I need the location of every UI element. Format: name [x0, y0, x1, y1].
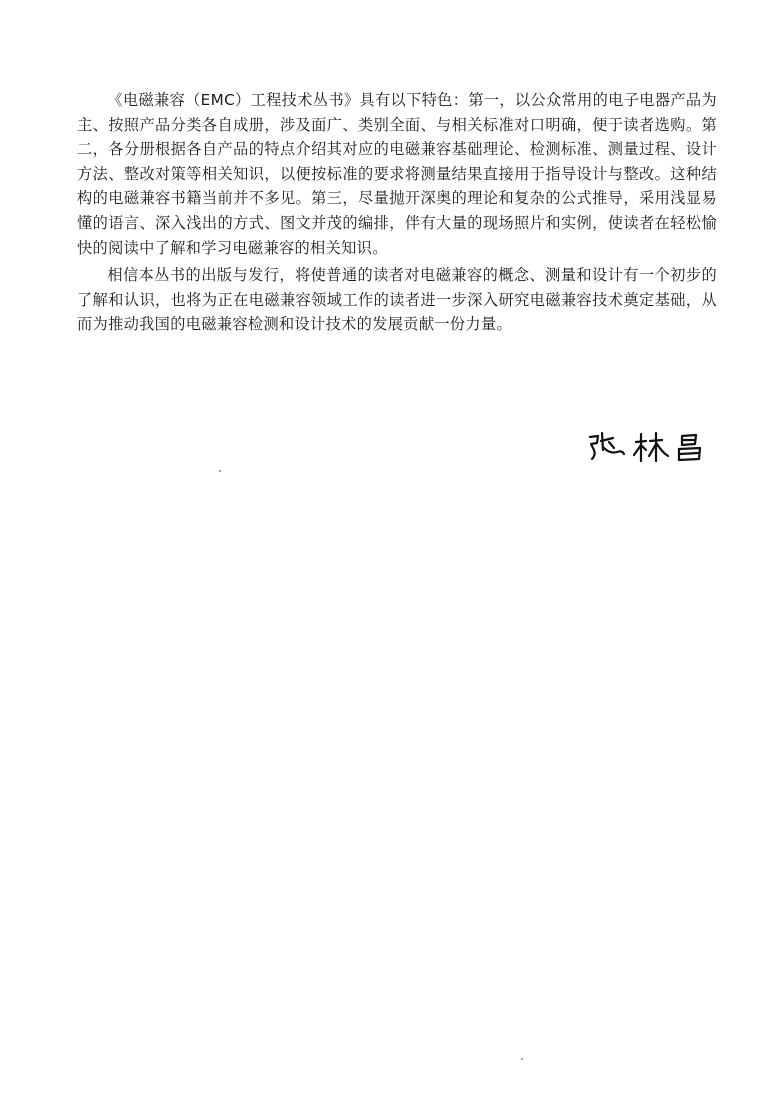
signature-strokes [590, 433, 700, 461]
body-text [77, 88, 717, 337]
paragraph-closing: 相信本丛书的出版与发行，将使普通的读者对电磁兼容的概念、测量和设计有一个初步的了解和认识，也将为正在电磁兼容领域工作的读者进一步深入研究电磁兼容技术奠定基础，从而为推动我国的电磁兼容检测和设计技术的发展贡献一份力量。 [77, 266, 717, 334]
author-signature [586, 428, 716, 466]
signature-image [586, 428, 716, 466]
scan-speck [521, 1058, 523, 1060]
paragraph-features: 《电磁兼容（EMC）工程技术丛书》具有以下特色：第一，以公众常用的电子电器产品为主、按照产品分类各自成册，涉及面广、类别全面、与相关标准对口明确，便于读者选购。第二，各分册根据各自产品的特点介绍其对应的电磁兼容基础理论、检测标准、测量过程、设计方法、整改对策等相关知识，以便按标准的要求将测量结果直接用于指导设计与整改。这种结构的电磁兼容书籍当前并不多见。第三，尽量抛开深奥的理论和复杂的公式推导，采用浅显易懂的语言、深入浅出的方式、图文并茂的编排，伴有大量的现场照片和实例，使读者在轻松愉快的阅读中了解和学习电磁兼容的相关知识。 [77, 91, 717, 257]
scan-speck [219, 470, 221, 472]
